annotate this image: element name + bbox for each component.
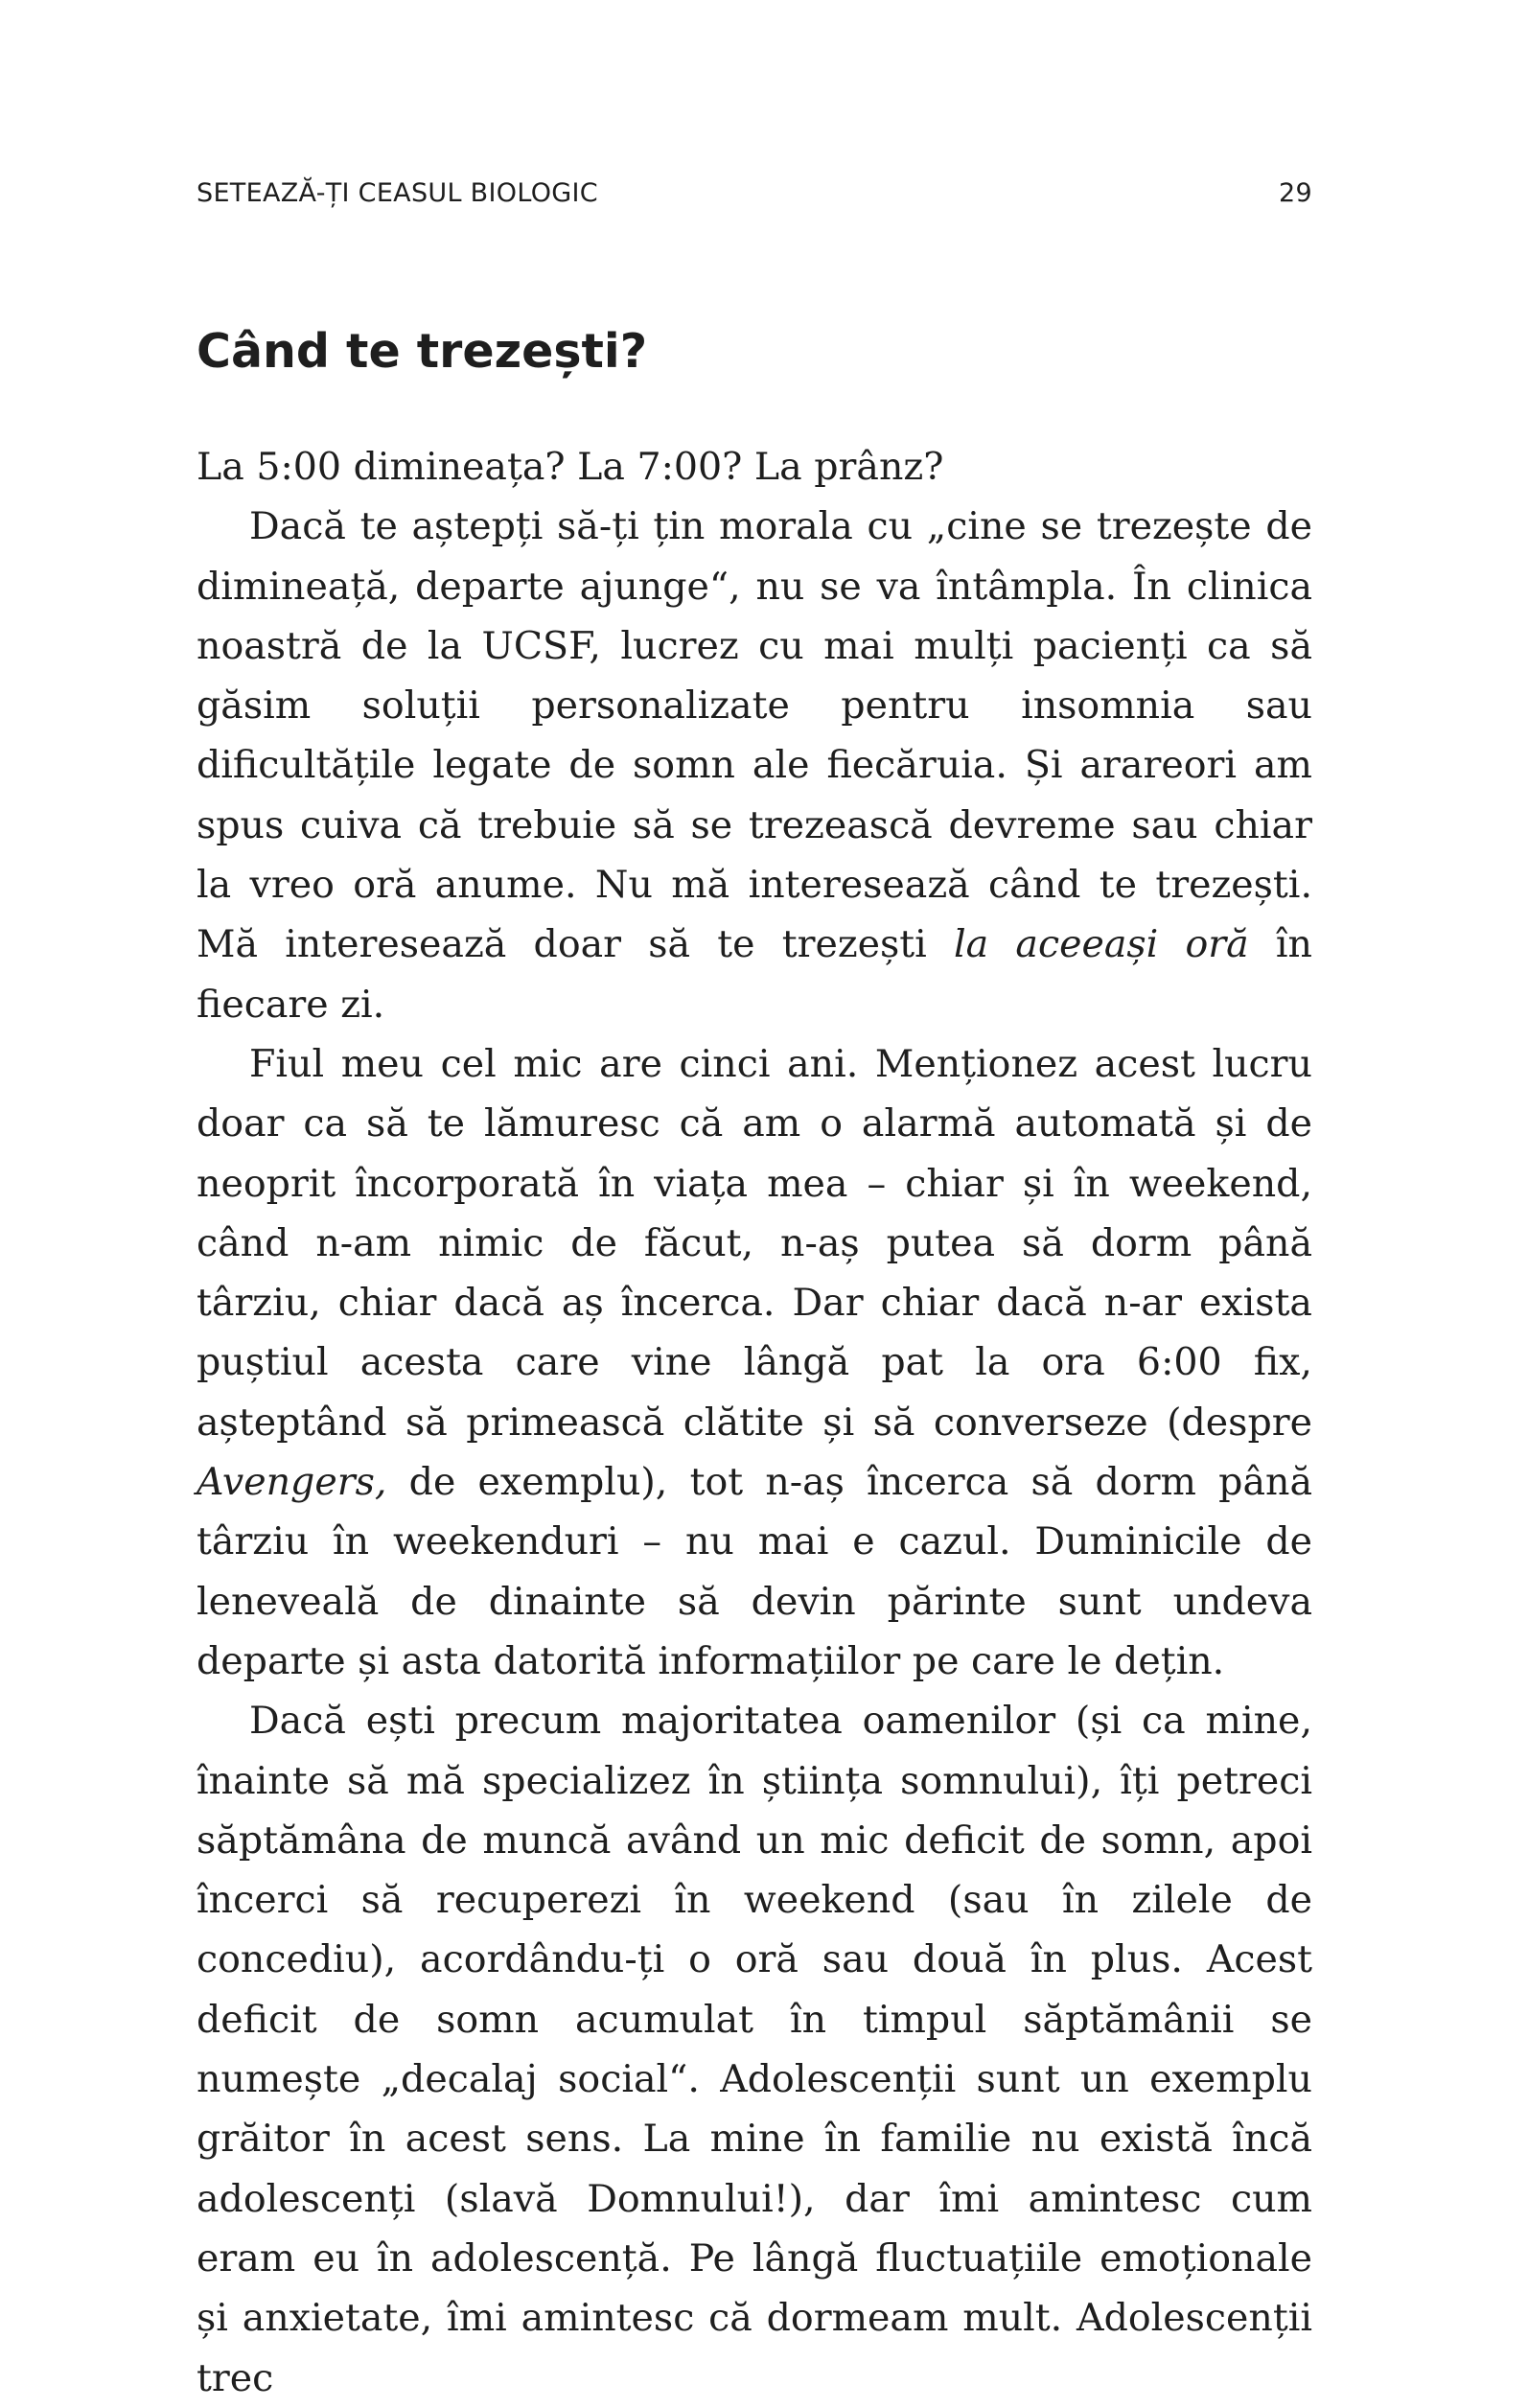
paragraph-3-text-b: de exemplu), tot n-aș încerca să dorm până târziu în weekenduri – nu mai e cazul. Duminicile de leneveală de dinainte să devin părinte sunt undeva departe și asta datorită informațiilor pe care le dețin.	[197, 1460, 1312, 1683]
paragraph-3-emphasis: Avengers,	[197, 1460, 387, 1505]
paragraph-4: Dacă ești precum majoritatea oamenilor (și ca mine, înainte să mă specializez în știința somnului), îți petreci săptămâna de muncă având un mic deficit de somn, apoi încerci să recuperezi în weekend (sau în zilele de concediu), acordându-ți o oră sau două în plus. Acest deficit de somn acumulat în timpul săptămânii se numește „decalaj social“. Adolescenții sunt un exemplu grăitor în acest sens. La mine în familie nu există încă adolescenți (slavă Domnului!), dar îmi amintesc cum eram eu în adolescență. Pe lângă fluctuațiile emoționale și anxietate, îmi amintesc că dormeam mult. Adolescenții trec	[197, 1699, 1312, 2400]
paragraph-1: La 5:00 dimineața? La 7:00? La prânz?	[197, 445, 944, 489]
page-number: 29	[1279, 178, 1312, 208]
running-header	[197, 178, 1312, 217]
body-text	[197, 437, 1312, 2408]
paragraph-2-emphasis: la aceeași oră	[954, 922, 1249, 967]
section-heading: Când te trezești?	[197, 324, 648, 379]
paragraph-2	[197, 497, 1312, 1034]
paragraph-3	[197, 1034, 1312, 1691]
running-title: SETEAZĂ-ȚI CEASUL BIOLOGIC	[197, 178, 598, 208]
paragraph-2-text-a: Dacă te aștepți să-ți țin morala cu „cine se trezește de dimineață, departe ajunge“, nu se va întâmpla. În clinica noastră de la UCSF, lucrez cu mai mulți pacienți ca să găsim soluții personalizate pentru insomnia sau dificultățile legate de somn ale fiecăruia. Și arareori am spus cuiva că trebuie să se trezească devreme sau chiar la vreo oră anume. Nu mă interesează când te trezești. Mă interesează doar să te trezești	[197, 504, 1312, 967]
paragraph-2-text-b: în fiecare zi.	[197, 922, 1312, 1027]
paragraph-3-text-a: Fiul meu cel mic are cinci ani. Menționez acest lucru doar ca să te lămuresc că am o alarmă automată și de neoprit încorporată în viața mea – chiar și în weekend, când n-am nimic de făcut, n-aș putea să dorm până târziu, chiar dacă aș încerca. Dar chiar dacă n-ar exista puștiul acesta care vine lângă pat la ora 6:00 fix, așteptând să primească clătite și să converseze (despre	[197, 1041, 1312, 1445]
